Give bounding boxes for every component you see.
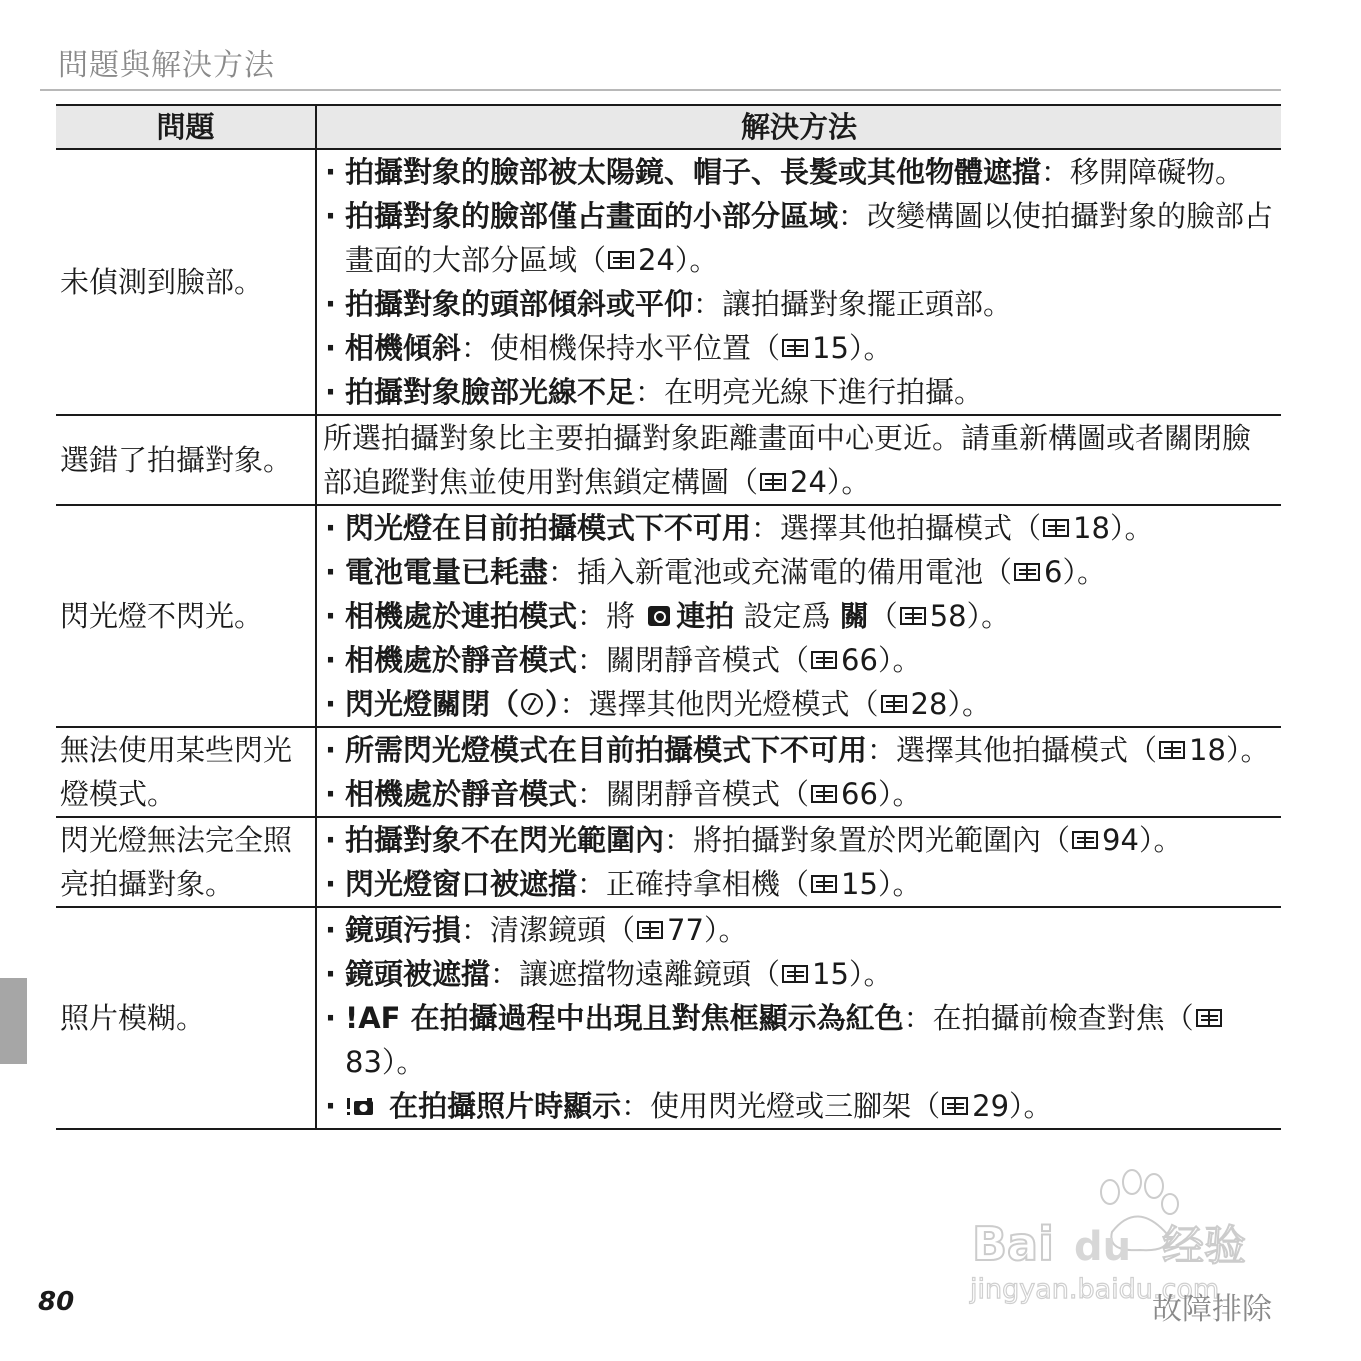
troubleshooting-table [56, 104, 1281, 1130]
fix-text: ：在拍攝前檢查對焦（ [903, 1001, 1194, 1035]
header-divider [40, 89, 1281, 91]
book-reference-icon [608, 251, 634, 269]
table-row [56, 817, 1281, 907]
cause-text: 拍攝對象的臉部被太陽鏡、帽子、長髮或其他物體遮擋 [345, 155, 1042, 189]
table-row [56, 505, 1281, 727]
table-row [56, 907, 1281, 1129]
page-ref: 15 [841, 867, 878, 901]
fix-text: ：選擇其他拍攝模式（ [867, 733, 1158, 767]
fix-tail: ）。 [381, 1045, 426, 1079]
page-ref: 18 [1189, 733, 1226, 767]
setting-value: 關 [839, 599, 869, 633]
table-header-row [56, 105, 1281, 149]
fix-text: ：將 [577, 599, 645, 633]
cause-text: 電池電量已耗盡 [345, 555, 549, 589]
solution-item [323, 150, 1275, 194]
page-ref: 6 [1044, 555, 1063, 589]
solution-cell [316, 505, 1281, 727]
cause-text: 在拍攝照片時顯示 [379, 1089, 622, 1123]
fix-text: ：插入新電池或充滿電的備用電池（ [548, 555, 1013, 589]
watermark-brand-a: Bai [972, 1217, 1054, 1271]
solution-item [323, 370, 1275, 414]
camera-shake-warning-icon [345, 1094, 375, 1118]
page-ref: 77 [667, 913, 704, 947]
solution-item [323, 772, 1275, 816]
watermark-url: jingyan.baidu.com [970, 1274, 1220, 1305]
watermark-brand-b: du [1074, 1224, 1132, 1270]
book-reference-icon [1196, 1009, 1222, 1027]
solution-cell [316, 727, 1281, 817]
cause-text: 相機處於靜音模式 [345, 777, 578, 811]
fix-text: ：清潔鏡頭（ [461, 913, 636, 947]
book-reference-icon [900, 607, 926, 625]
cause-text: 閃光燈窗口被遮擋 [345, 867, 578, 901]
problem-cell: 選錯了拍攝對象。 [56, 415, 316, 505]
fix-tail: ）。 [1138, 823, 1183, 857]
page-ref: 66 [841, 777, 878, 811]
fix-tail: ）。 [1009, 1089, 1053, 1123]
problem-cell: 閃光燈不閃光。 [56, 505, 316, 727]
table-row [56, 149, 1281, 415]
cause-text: 在拍攝過程中出現且對焦框顯示為紅色 [400, 1001, 904, 1035]
book-reference-icon [1072, 831, 1098, 849]
book-reference-icon [760, 473, 786, 491]
fix-text: ：讓拍攝對象擺正頭部。 [693, 287, 1013, 321]
solution-item [323, 908, 1275, 952]
problem-cell: 未偵測到臉部。 [56, 149, 316, 415]
fix-tail: ）。 [848, 331, 893, 365]
cause-text: 鏡頭污損 [345, 913, 462, 947]
section-header: 問題與解決方法 [58, 48, 275, 83]
fix-tail: ）。 [1225, 733, 1270, 767]
solution-item [323, 638, 1275, 682]
fix-tail: ）。 [966, 599, 1011, 633]
cause-text: 相機處於連拍模式 [345, 599, 578, 633]
book-reference-icon [1043, 519, 1069, 537]
solution-item [323, 550, 1275, 594]
cause-text: 拍攝對象臉部光線不足 [345, 375, 636, 409]
page-ref: 66 [841, 643, 878, 677]
fix-text: ：關閉靜音模式（ [577, 643, 810, 677]
fix-tail: ）。 [826, 465, 871, 499]
solution-item [323, 282, 1275, 326]
page-ref: 28 [910, 687, 948, 721]
fix-tail: ）。 [877, 867, 922, 901]
problem-cell: 閃光燈無法完全照亮拍攝對象。 [56, 817, 316, 907]
cause-text: 閃光燈在目前拍攝模式下不可用 [345, 511, 752, 545]
page-ref: 18 [1073, 511, 1110, 545]
fix-text: ：將拍攝對象置於閃光範圍內（ [664, 823, 1071, 857]
fix-text: ：移開障礙物。 [1041, 155, 1245, 189]
page-ref: 24 [790, 465, 827, 499]
cause-text: 閃光燈關閉（ [345, 687, 520, 721]
solution-item [323, 728, 1275, 772]
column-header-solution: 解決方法 [316, 105, 1281, 149]
page-ref: 83 [345, 1045, 382, 1079]
cause-text: 鏡頭被遮擋 [345, 957, 491, 991]
setting-name: 連拍 [676, 599, 735, 633]
fix-text: ：在明亮光線下進行拍攝。 [635, 375, 984, 409]
book-reference-icon [782, 965, 808, 983]
problem-cell: 無法使用某些閃光燈模式。 [56, 727, 316, 817]
page-number: 80 [38, 1287, 75, 1317]
cause-text: 拍攝對象的頭部傾斜或平仰 [345, 287, 694, 321]
book-reference-icon [811, 875, 837, 893]
solution-text: 所選拍攝對象比主要拍攝對象距離畫面中心更近。請重新構圖或者關閉臉部追蹤對焦並使用對焦鎖定構圖（ [323, 421, 1252, 499]
fix-tail: ）。 [877, 643, 922, 677]
book-reference-icon [811, 651, 837, 669]
fix-text: 設定爲 [734, 599, 840, 633]
fix-tail: ）。 [877, 777, 922, 811]
solution-item [323, 506, 1275, 550]
solution-cell [316, 907, 1281, 1129]
book-reference-icon [881, 695, 907, 713]
chapter-tab-marker [0, 978, 27, 1064]
solution-cell [316, 415, 1281, 505]
cause-text: 相機傾斜 [345, 331, 462, 365]
chapter-footer: 故障排除 [1152, 1292, 1272, 1327]
solution-item [323, 682, 1275, 726]
book-reference-icon [1159, 741, 1185, 759]
fix-text: ：改變構圖以使拍攝對象的臉部占畫面的大部分區域（ [345, 199, 1274, 277]
book-reference-icon [811, 785, 837, 803]
table-row [56, 727, 1281, 817]
column-header-problem: 問題 [56, 105, 316, 149]
flash-off-icon [521, 693, 543, 715]
page-ref: 58 [929, 599, 967, 633]
solution-item [323, 594, 1275, 638]
fix-tail: ）。 [848, 957, 893, 991]
af-warning-indicator: !AF [345, 1001, 401, 1035]
fix-tail: ）。 [703, 913, 748, 947]
page-ref: 15 [812, 957, 849, 991]
cause-text: 拍攝對象的臉部僅占畫面的小部分區域 [345, 199, 839, 233]
continuous-shooting-icon [648, 606, 670, 626]
cause-text: 所需閃光燈模式在目前拍攝模式下不可用 [345, 733, 868, 767]
solution-cell [316, 149, 1281, 415]
problem-cell: 照片模糊。 [56, 907, 316, 1129]
cause-text: 拍攝對象不在閃光範圍內 [345, 823, 665, 857]
watermark-brand-c: 经验 [1162, 1221, 1247, 1270]
cause-text: ） [545, 687, 560, 721]
book-reference-icon [1014, 563, 1040, 581]
page-ref: 29 [972, 1089, 1010, 1123]
page-ref: 24 [638, 243, 675, 277]
table-row [56, 415, 1281, 505]
fix-tail: ）。 [674, 243, 719, 277]
fix-text: ：關閉靜音模式（ [577, 777, 810, 811]
solution-item [323, 194, 1275, 282]
solution-item [323, 862, 1275, 906]
page-ref: 15 [812, 331, 849, 365]
solution-item [323, 326, 1275, 370]
solution-item [323, 996, 1275, 1084]
fix-text: （ [868, 599, 898, 633]
fix-tail: ）。 [1062, 555, 1106, 589]
fix-text: ：使相機保持水平位置（ [461, 331, 781, 365]
cause-text: 相機處於靜音模式 [345, 643, 578, 677]
fix-text: ：讓遮擋物遠離鏡頭（ [490, 957, 781, 991]
book-reference-icon [637, 921, 663, 939]
book-reference-icon [782, 339, 808, 357]
book-reference-icon [942, 1097, 968, 1115]
fix-text: ：選擇其他拍攝模式（ [751, 511, 1042, 545]
page-ref: 94 [1102, 823, 1139, 857]
solution-item [323, 952, 1275, 996]
fix-text: ：選擇其他閃光燈模式（ [559, 687, 879, 721]
fix-tail: ）。 [1109, 511, 1154, 545]
fix-tail: ）。 [947, 687, 991, 721]
fix-text: ：正確持拿相機（ [577, 867, 810, 901]
solution-cell [316, 817, 1281, 907]
fix-text: ：使用閃光燈或三腳架（ [621, 1089, 941, 1123]
solution-item [323, 818, 1275, 862]
solution-item [323, 1084, 1275, 1128]
